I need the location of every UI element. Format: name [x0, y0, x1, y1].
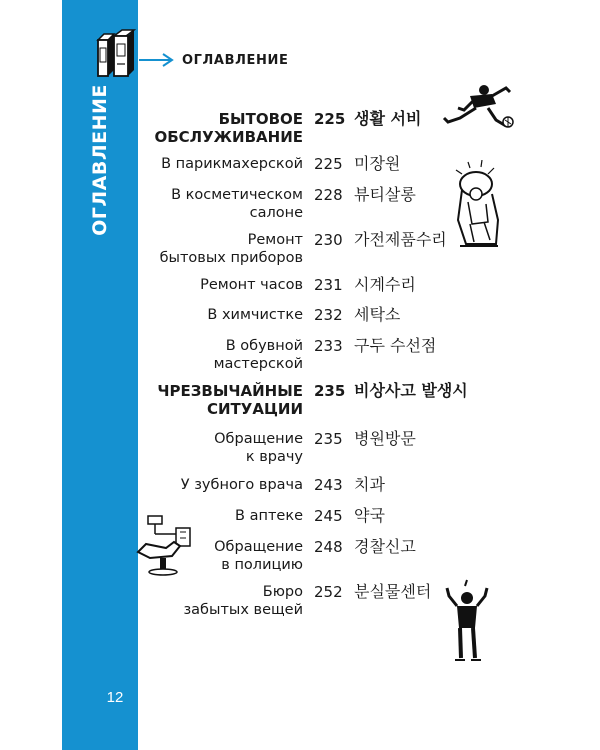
- toc-korean: 생활 서비: [354, 109, 422, 128]
- toc-korean: 비상사고 발생시: [354, 381, 468, 400]
- toc-entry: Обращение в полицию: [214, 539, 303, 573]
- toc-korean: 약국: [354, 506, 385, 525]
- hair-dryer-illustration: [448, 160, 508, 250]
- toc-page: 225: [314, 110, 346, 128]
- toc-page: 230: [314, 231, 343, 249]
- toc-korean: 경찰신고: [354, 537, 416, 556]
- toc-page: 252: [314, 583, 343, 601]
- dentist-chair-illustration: [136, 512, 198, 576]
- toc-entry: В парикмахерской: [161, 156, 303, 172]
- toc-korean: 미장원: [354, 154, 401, 173]
- toc-korean: 병원방문: [354, 429, 416, 448]
- toc-page: 233: [314, 337, 343, 355]
- toc-entry: Ремонт бытовых приборов: [159, 232, 303, 266]
- toc-korean: 뷰티살롱: [354, 185, 416, 204]
- sidebar-title: ОГЛАВЛЕНИЕ: [89, 84, 111, 236]
- toc-entry: В косметическом салоне: [171, 187, 303, 221]
- man-waving-illustration: [443, 578, 493, 664]
- page-number: 12: [106, 689, 124, 706]
- toc-entry: Бюро забытых вещей: [183, 584, 303, 618]
- toc-korean: 세탁소: [354, 305, 401, 324]
- toc-entry: Ремонт часов: [200, 277, 303, 293]
- toc-entry: У зубного врача: [180, 477, 303, 493]
- toc-korean: 시계수리: [354, 275, 416, 294]
- books-icon: [94, 28, 142, 78]
- toc-section-title: БЫТОВОЕ ОБСЛУЖИВАНИЕ: [154, 110, 303, 146]
- toc-page: 235: [314, 430, 343, 448]
- toc-page: 231: [314, 276, 343, 294]
- toc-entry: В аптеке: [235, 508, 303, 524]
- toc-korean: 구두 수선점: [354, 336, 437, 355]
- toc-entry: В обувной мастерской: [213, 338, 303, 372]
- toc-page: 225: [314, 155, 343, 173]
- toc-section-title: ЧРЕЗВЫЧАЙНЫЕ СИТУАЦИИ: [157, 382, 303, 418]
- toc-entry: В химчистке: [207, 307, 303, 323]
- toc-page: 248: [314, 538, 343, 556]
- toc-korean: 가전제품수리: [354, 230, 447, 249]
- toc-header: ОГЛАВЛЕНИЕ: [182, 53, 289, 68]
- arrow-icon: [139, 52, 175, 68]
- toc-page: 245: [314, 507, 343, 525]
- toc-page: 243: [314, 476, 343, 494]
- toc-entry: Обращение к врачу: [214, 431, 303, 465]
- toc-page: 232: [314, 306, 343, 324]
- toc-page: 235: [314, 382, 346, 400]
- toc-korean: 치과: [354, 475, 385, 494]
- toc-korean: 분실물센터: [354, 582, 432, 601]
- toc-page: 228: [314, 186, 343, 204]
- runner-with-ball-illustration: [440, 82, 520, 132]
